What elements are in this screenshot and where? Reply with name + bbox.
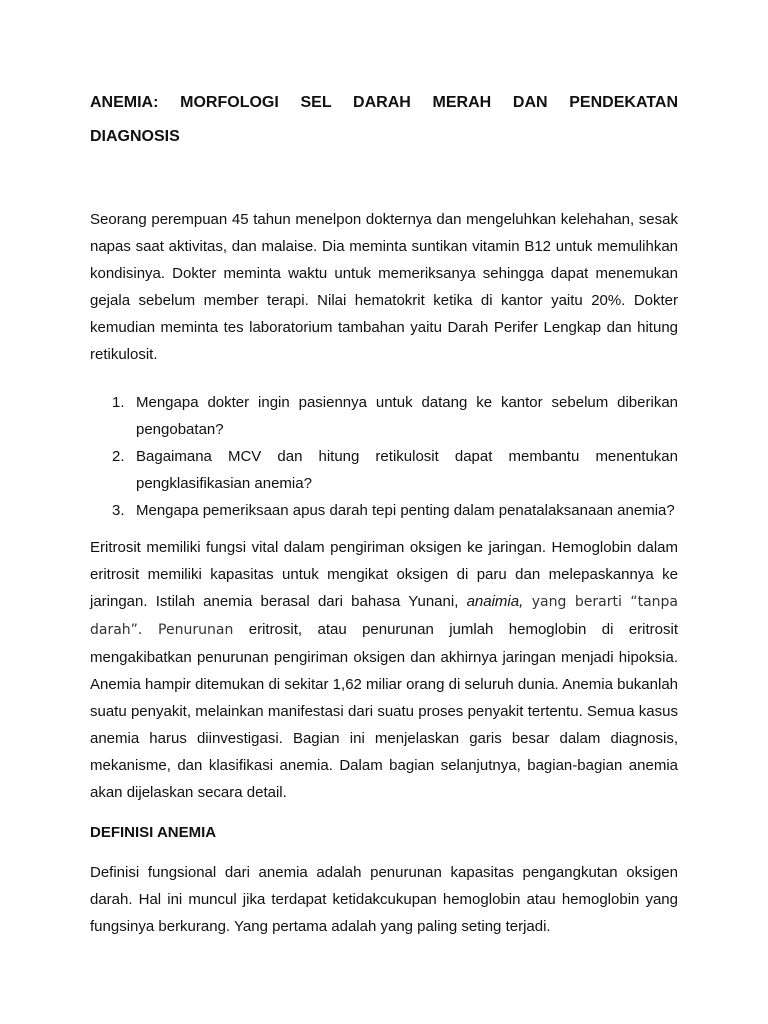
paragraph-text-alt-font: yang berarti “tanpa darah”. Penurunan — [90, 594, 678, 638]
erythrocyte-paragraph — [90, 534, 678, 806]
list-item-text: Bagaimana MCV dan hitung retikulosit dapat membantu menentukan pengklasifikasian anemia? — [136, 448, 678, 492]
list-item-number: 1. — [112, 394, 125, 411]
document-title: ANEMIA: MORFOLOGI SEL DARAH MERAH DAN PENDEKATAN DIAGNOSIS — [90, 94, 678, 145]
document-page — [90, 86, 678, 940]
list-item — [90, 443, 678, 497]
list-item-number: 2. — [112, 448, 125, 465]
case-paragraph: Seorang perempuan 45 tahun menelpon dokternya dan mengeluhkan kelehahan, sesak napas saat aktivitas, dan malaise. Dia meminta suntikan vitamin B12 untuk memulihkan kondisinya. Dokter meminta waktu untuk memeriksanya sehingga dapat menemukan gejala sebelum member terapi. Nilai hematokrit ketika di kantor yaitu 20%. Dokter kemudian meminta tes laboratorium tambahan yaitu Darah Perifer Lengkap dan hitung retikulosit. — [90, 211, 678, 363]
question-list — [90, 389, 678, 524]
paragraph-text: Eritrosit memiliki fungsi vital dalam pengiriman oksigen ke jaringan. Hemoglobin dalam eritrosit memiliki kapasitas untuk mengikat oksigen di paru dan melepaskannya ke jaringan. Istilah anemia berasal dari bahasa Yunani, — [90, 539, 678, 610]
list-item — [90, 389, 678, 443]
definition-paragraph: Definisi fungsional dari anemia adalah penurunan kapasitas pengangkutan oksigen darah. Hal ini muncul jika terdapat ketidakcukupan hemoglobin atau hemoglobin yang fungsinya berkurang. Yang pertama adalah yang paling seting terjadi. — [90, 864, 678, 935]
list-item — [90, 497, 678, 524]
list-item-number: 3. — [112, 502, 125, 519]
list-item-text: Mengapa pemeriksaan apus darah tepi penting dalam penatalaksanaan anemia? — [136, 502, 675, 519]
section-heading-definition: DEFINISI ANEMIA — [90, 824, 217, 841]
paragraph-text: eritrosit, atau penurunan jumlah hemoglobin di eritrosit mengakibatkan penurunan pengiriman oksigen dan akhirnya jaringan menjadi hipoksia. Anemia hampir ditemukan di sekitar 1,62 miliar orang di seluruh dunia. Anemia bukanlah suatu penyakit, melainkan manifestasi dari suatu proses penyakit tertentu. Semua kasus anemia harus diinvestigasi. Bagian ini menjelaskan garis besar dalam diagnosis, mekanisme, dan klasifikasi anemia. Dalam bagian selanjutnya, bagian-bagian anemia akan dijelaskan secara detail. — [90, 621, 678, 801]
greek-term: anaimia, — [466, 593, 524, 610]
list-item-text: Mengapa dokter ingin pasiennya untuk datang ke kantor sebelum diberikan pengobatan? — [136, 394, 678, 438]
